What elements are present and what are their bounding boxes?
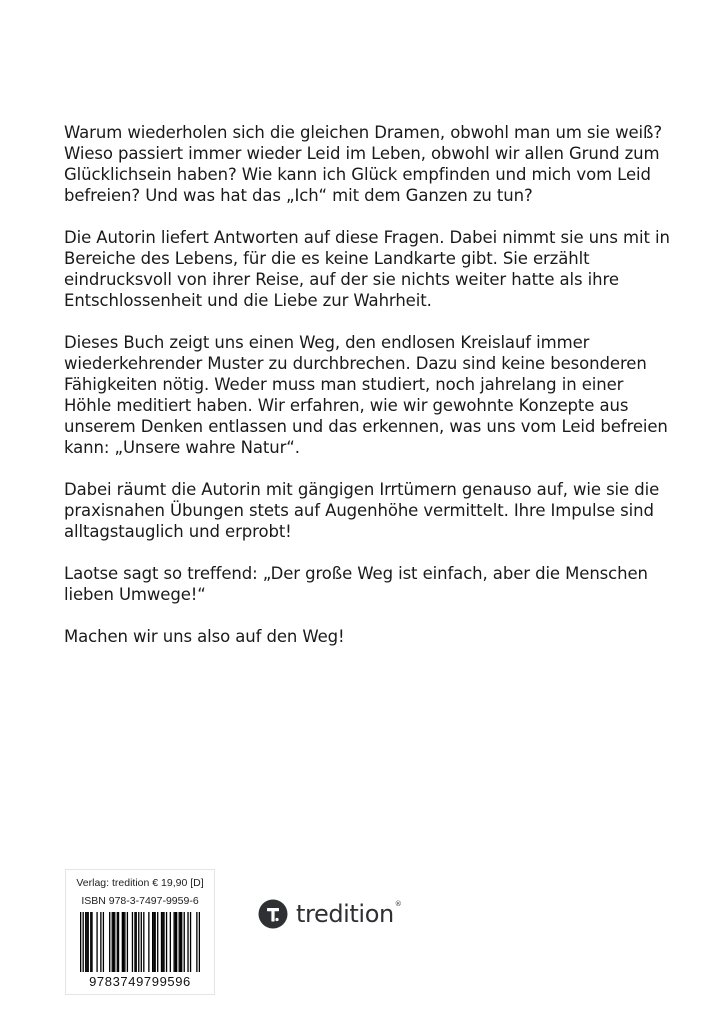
- text-line: Wieso passiert immer wieder Leid im Leben, obwohl wir allen Grund zum: [64, 144, 660, 163]
- barcode-bar: [166, 912, 167, 972]
- barcode-bar: [132, 912, 133, 972]
- barcode-bar: [136, 912, 137, 972]
- text-line: Höhle meditiert haben. Wir erfahren, wie wir gewohnte Konzepte aus: [64, 396, 629, 415]
- publisher-price-line: Verlag: tredition € 19,90 [D]: [76, 877, 204, 889]
- barcode-bar: [179, 912, 180, 972]
- barcode-bar: [123, 912, 124, 972]
- barcode-bar: [175, 912, 176, 972]
- isbn-line: ISBN 978-3-7497-9959-6: [81, 895, 199, 907]
- barcode-bar: [199, 912, 200, 972]
- text-line: praxisnahen Übungen stets auf Augenhöhe vermittelt. Ihre Impulse sind: [64, 501, 654, 520]
- barcode-bar: [196, 912, 197, 972]
- barcode-bar: [163, 912, 164, 972]
- registered-mark: ®: [394, 900, 402, 908]
- text-line: lieben Umwege!“: [64, 585, 206, 604]
- blurb-paragraph: [64, 227, 670, 311]
- barcode-bar: [153, 912, 154, 972]
- barcode-bar: [152, 912, 153, 972]
- barcode-bar: [134, 912, 135, 972]
- barcode-bar: [112, 912, 113, 972]
- barcode-bar: [100, 912, 101, 972]
- barcode-bar: [161, 912, 162, 972]
- back-cover-blurb: [64, 122, 670, 668]
- publisher-name: tredition: [296, 900, 394, 928]
- barcode-bar: [176, 912, 177, 972]
- barcode-bar: [143, 912, 144, 972]
- barcode-bar: [109, 912, 110, 972]
- blurb-paragraph: [64, 563, 664, 605]
- blurb-paragraph: [64, 332, 668, 458]
- text-line: Machen wir uns also auf den Weg!: [64, 627, 345, 646]
- text-line: Die Autorin liefert Antworten auf diese Fragen. Dabei nimmt sie uns mit in: [64, 228, 670, 247]
- barcode-bar: [148, 912, 149, 972]
- barcode-bar: [113, 912, 114, 972]
- text-line: Entschlossenheit und die Liebe zur Wahrheit.: [64, 291, 432, 310]
- barcode-bar: [91, 912, 92, 972]
- barcode-bar: [124, 912, 125, 972]
- blurb-paragraph: [64, 122, 664, 206]
- barcode-bar: [86, 912, 87, 972]
- barcode-bar: [157, 912, 158, 972]
- text-line: Laotse sagt so treffend: „Der große Weg ist einfach, aber die Menschen: [64, 564, 648, 583]
- text-line: Dabei räumt die Autorin mit gängigen Irrtümern genauso auf, wie sie die: [64, 480, 660, 499]
- barcode-bar: [80, 912, 81, 972]
- text-line: befreien? Und was hat das „Ich“ mit dem Ganzen zu tun?: [64, 186, 533, 205]
- barcode-bar: [103, 912, 104, 972]
- text-line: wiederkehrender Muster zu durchbrechen. Dazu sind keine besonderen: [64, 354, 647, 373]
- barcode-bar: [181, 912, 182, 972]
- barcode-bar: [90, 912, 91, 972]
- text-line: Dieses Buch zeigt uns einen Weg, den endlosen Kreislauf immer: [64, 333, 590, 352]
- text-line: kann: „Unsere wahre Natur“.: [64, 438, 300, 457]
- barcode-bar: [96, 912, 97, 972]
- barcode-bar: [173, 912, 174, 972]
- barcode-bar: [85, 912, 86, 972]
- isbn-barcode-box: [65, 869, 215, 995]
- text-line: eindrucksvoll von ihrer Reise, auf der sie nichts weiter hatte als ihre: [64, 270, 619, 289]
- barcode-bar: [114, 912, 115, 972]
- barcode-bar: [141, 912, 142, 972]
- text-line: alltagstauglich und erprobt!: [64, 522, 292, 541]
- publisher-logo: [258, 898, 401, 930]
- barcode-bar: [117, 912, 118, 972]
- text-line: Warum wiederholen sich die gleichen Dramen, obwohl man um sie weiß?: [64, 123, 662, 142]
- barcode-bar: [83, 912, 84, 972]
- text-line: unserem Denken entlassen und das erkennen, was uns vom Leid befreien: [64, 417, 668, 436]
- barcode-bar: [122, 912, 123, 972]
- barcode-bar: [138, 912, 139, 972]
- barcode-bar: [170, 912, 171, 972]
- publisher-logo-text: [296, 900, 401, 928]
- barcode-bar: [180, 912, 181, 972]
- barcode-bar: [184, 912, 185, 972]
- blurb-paragraph: [64, 626, 664, 647]
- tredition-t-circle-icon: [258, 899, 288, 929]
- barcode-bar: [162, 912, 163, 972]
- barcode-bar: [187, 912, 188, 972]
- barcode-number: 9783749799596: [89, 974, 191, 989]
- text-line: Fähigkeiten nötig. Weder muss man studiert, noch jahrelang in einer: [64, 375, 624, 394]
- barcode-bars: [80, 912, 200, 972]
- blurb-paragraph: [64, 479, 664, 542]
- barcode-bar: [118, 912, 119, 972]
- barcode-bar: [190, 912, 191, 972]
- text-line: Bereiche des Lebens, für die es keine Landkarte gibt. Sie erzählt: [64, 249, 590, 268]
- text-line: Glücklichsein haben? Wie kann ich Glück empfinden und mich vom Leid: [64, 165, 651, 184]
- barcode-bar: [127, 912, 128, 972]
- barcode-bar: [88, 912, 89, 972]
- barcode-bar: [155, 912, 156, 972]
